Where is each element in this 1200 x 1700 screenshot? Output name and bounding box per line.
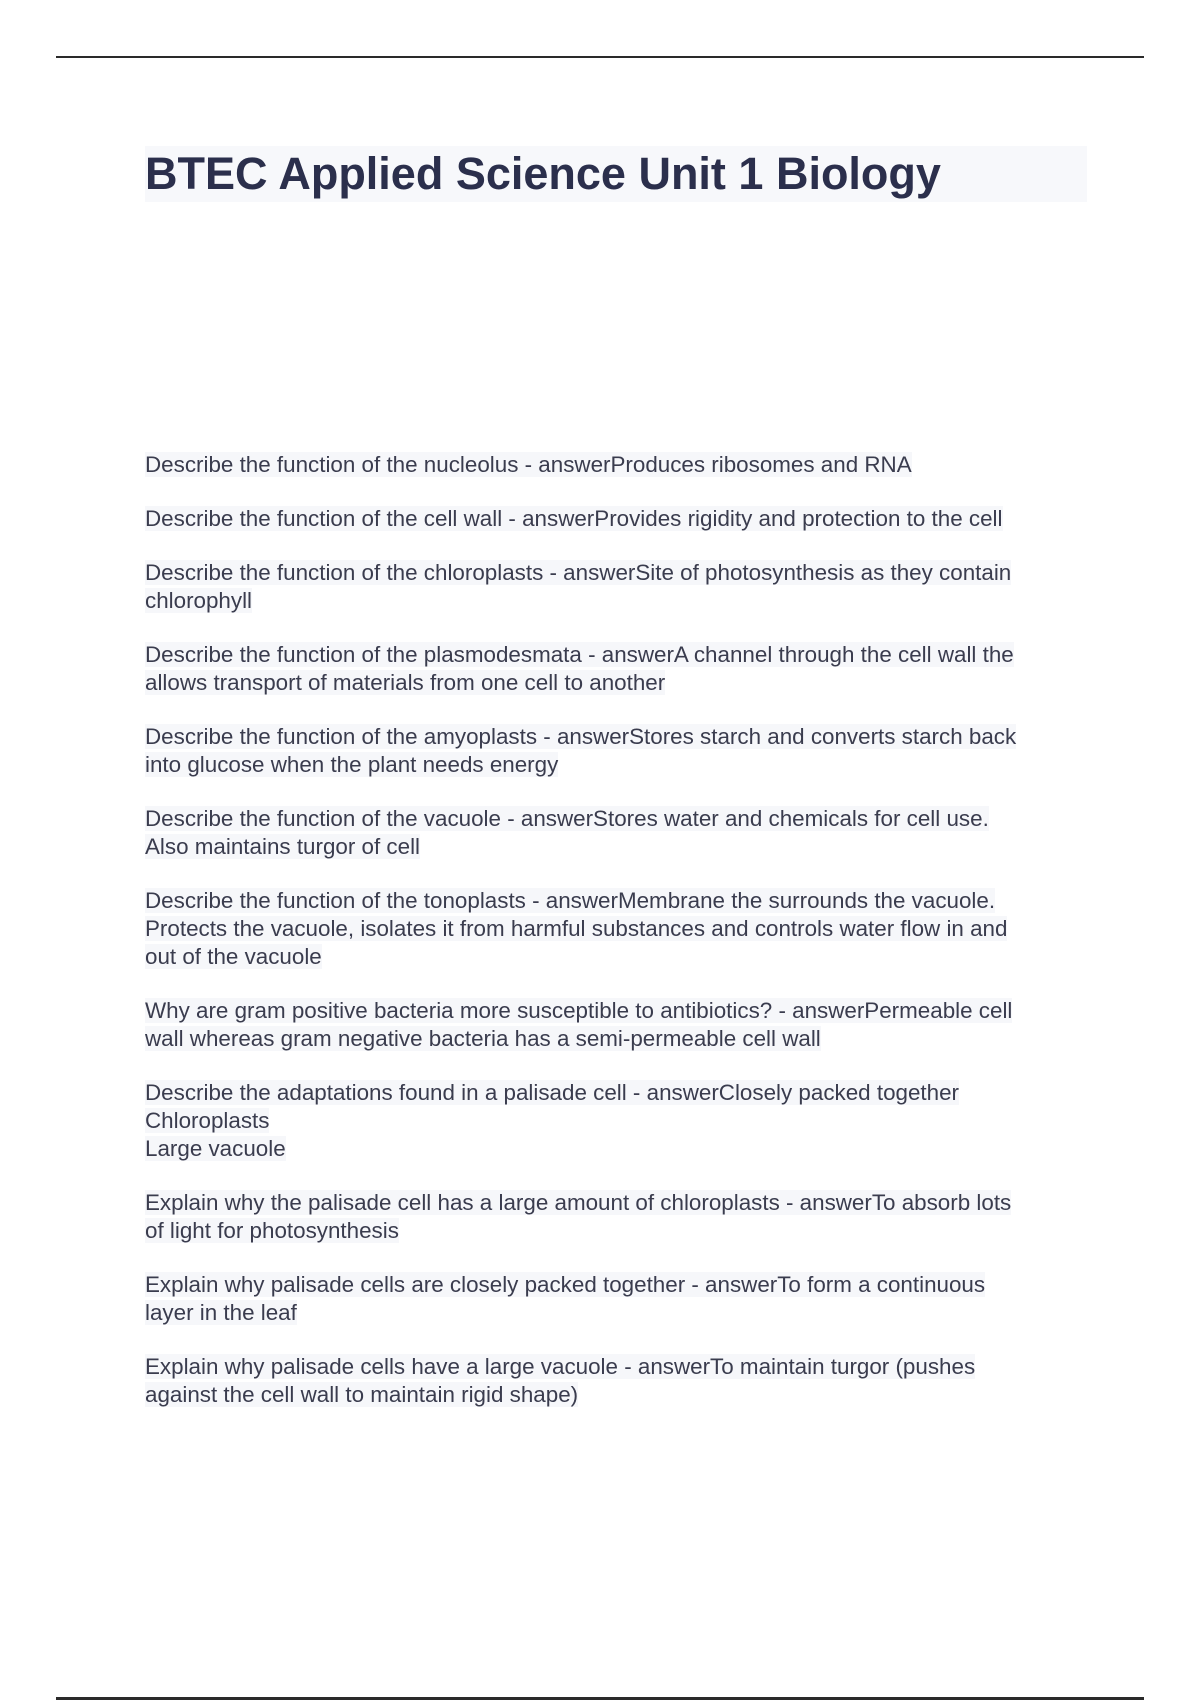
qa-line: Explain why palisade cells are closely packed together - answerTo form a continuous: [145, 1272, 986, 1297]
qa-line: Protects the vacuole, isolates it from harmful substances and controls water flow in and: [145, 916, 1008, 941]
qa-line: of light for photosynthesis: [145, 1218, 399, 1243]
qa-line: Explain why palisade cells have a large vacuole - answerTo maintain turgor (pushes: [145, 1354, 976, 1379]
qa-line: out of the vacuole: [145, 944, 322, 969]
qa-line: Explain why the palisade cell has a large amount of chloroplasts - answerTo absorb lots: [145, 1190, 1012, 1215]
qa-item: [145, 1079, 1095, 1163]
qa-line: Describe the function of the plasmodesmata - answerA channel through the cell wall the: [145, 642, 1014, 667]
qa-line: Large vacuole: [145, 1136, 286, 1161]
qa-line: Describe the function of the amyoplasts - answerStores starch and converts starch back: [145, 724, 1017, 749]
qa-line: chlorophyll: [145, 588, 253, 613]
qa-item: [145, 1353, 1095, 1409]
qa-line: Why are gram positive bacteria more susceptible to antibiotics? - answerPermeable cell: [145, 998, 1013, 1023]
qa-item: [145, 997, 1095, 1053]
qa-line: layer in the leaf: [145, 1300, 297, 1325]
qa-line: into glucose when the plant needs energy: [145, 752, 559, 777]
qa-line: against the cell wall to maintain rigid shape): [145, 1382, 579, 1407]
qa-item: [145, 505, 1095, 533]
qa-line: Describe the adaptations found in a palisade cell - answerClosely packed together: [145, 1080, 960, 1105]
qa-item: [145, 1189, 1095, 1245]
qa-item: [145, 559, 1095, 615]
qa-line: wall whereas gram negative bacteria has a semi-permeable cell wall: [145, 1026, 821, 1051]
qa-line: Chloroplasts: [145, 1108, 270, 1133]
qa-item: [145, 641, 1095, 697]
qa-list: [145, 451, 1095, 1435]
qa-line: Describe the function of the cell wall - answerProvides rigidity and protection to the cell: [145, 506, 1003, 531]
qa-line: allows transport of materials from one cell to another: [145, 670, 666, 695]
qa-item: [145, 451, 1095, 479]
document-title: BTEC Applied Science Unit 1 Biology: [145, 146, 1087, 202]
top-rule: [56, 56, 1144, 58]
qa-line: Also maintains turgor of cell: [145, 834, 421, 859]
qa-line: Describe the function of the vacuole - answerStores water and chemicals for cell use.: [145, 806, 989, 831]
qa-item: [145, 805, 1095, 861]
qa-line: Describe the function of the tonoplasts - answerMembrane the surrounds the vacuole.: [145, 888, 996, 913]
qa-item: [145, 1271, 1095, 1327]
qa-line: Describe the function of the chloroplasts - answerSite of photosynthesis as they contain: [145, 560, 1012, 585]
qa-item: [145, 887, 1095, 971]
qa-item: [145, 723, 1095, 779]
qa-line: Describe the function of the nucleolus - answerProduces ribosomes and RNA: [145, 452, 912, 477]
